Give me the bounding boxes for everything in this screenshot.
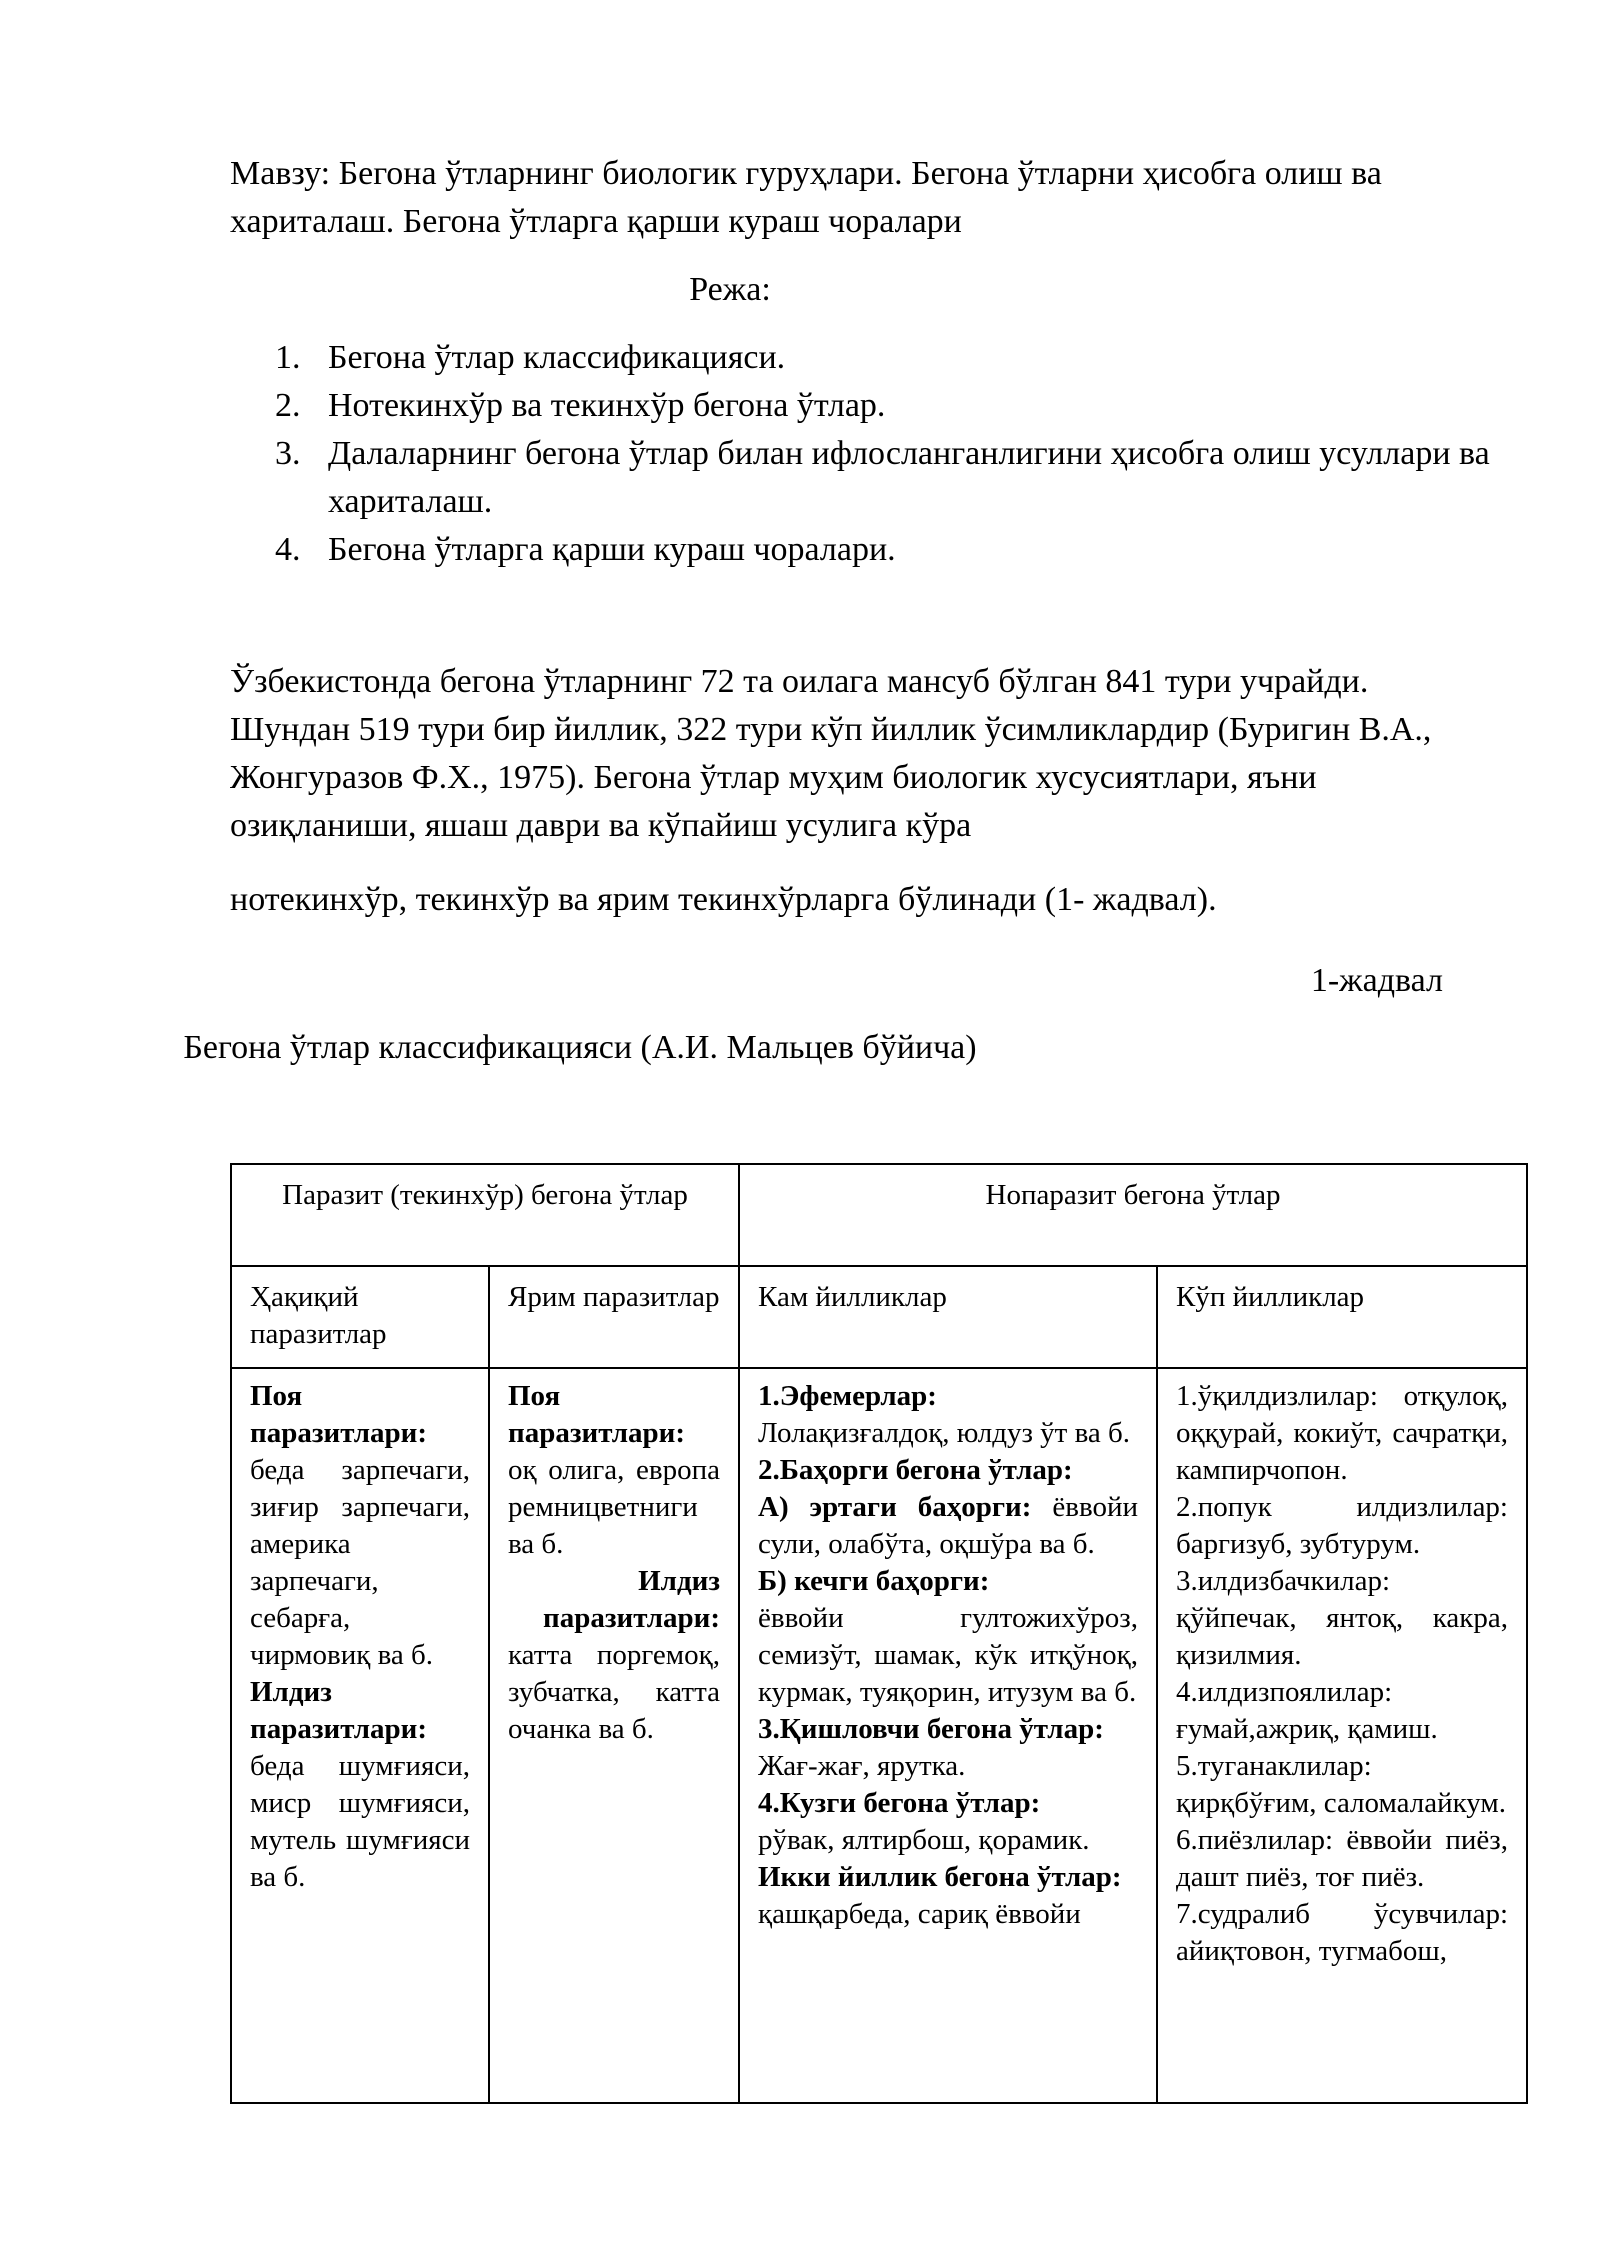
early-spring-entry [758, 1489, 1138, 1563]
perennial-group: 5.туганаклилар: қирқбўғим, саломалайкум. [1176, 1750, 1507, 1819]
plan-title: Режа: [689, 271, 771, 308]
stem-parasites-heading: Поя паразитлари: [508, 1380, 685, 1449]
late-spring-list: ёввойи гултожихўроз, семизўт, шамак, кўк итқўноқ, курмак, туяқорин, итузум ва б. [758, 1602, 1138, 1708]
stem-parasites-heading: Поя паразитлари: [250, 1380, 427, 1449]
body-paragraph-continued: нотекинхўр, текинхўр ва ярим текинхўрларга бўлинади (1- жадвал). [230, 881, 1217, 918]
header-nonparasitic: Нопаразит бегона ўтлар [739, 1164, 1527, 1266]
table-title [0, 1024, 1600, 1072]
perennial-group: 4.илдизпоялилар: ғумай,ажриқ, қамиш. [1176, 1676, 1438, 1745]
header-parasitic: Паразит (текинхўр) бегона ўтлар [231, 1164, 739, 1266]
biennial-weeds-list: қашқарбеда, сариқ ёввойи [758, 1898, 1081, 1930]
cell-short-lived [739, 1368, 1157, 2103]
early-spring-heading: А) эртаги баҳорги: [758, 1491, 1032, 1523]
cell-perennials [1157, 1368, 1527, 2103]
plan-item-number: 4. [275, 531, 301, 568]
ephemerals-heading: 1.Эфемерлар: [758, 1380, 937, 1412]
subheader-perennials: Кўп йилликлар [1157, 1266, 1527, 1368]
wintering-weeds-list: Жағ-жағ, ярутка. [758, 1750, 966, 1782]
subheader-short-lived: Кам йилликлар [739, 1266, 1157, 1368]
root-parasites-heading: Илдиз паразитлари: [250, 1676, 427, 1745]
root-parasites-list: беда шумғияси, миср шумғияси, мутель шумғияси ва б. [250, 1750, 470, 1893]
subheader-true-parasites: Ҳақиқий паразитлар [231, 1266, 489, 1368]
plan-item [230, 430, 1490, 526]
plan-item-number: 1. [275, 339, 301, 376]
topic-heading: Мавзу: Бегона ўтларнинг биологик гуруҳлари. Бегона ўтларни ҳисобга олиш ва хариталаш. Бегона ўтларга қарши кураш чоралари [230, 155, 1382, 240]
plan-item [230, 526, 1490, 574]
root-parasites-list: катта поргемоқ, зубчатка, катта очанка ва б. [508, 1639, 720, 1745]
table-header-row [231, 1164, 1527, 1266]
autumn-weeds-heading: 4.Кузги бегона ўтлар: [758, 1787, 1041, 1819]
plan-item-text: Бегона ўтлар классификацияси. [328, 339, 786, 376]
table-body-row [231, 1368, 1527, 2103]
autumn-weeds-list: рўвак, ялтирбош, қорамик. [758, 1824, 1090, 1856]
spring-weeds-heading: 2.Баҳорги бегона ўтлар: [758, 1454, 1073, 1486]
plan-item [230, 382, 1490, 430]
perennial-group: 1.ўқилдизлилар: отқулоқ, оққурай, кокиўт, сачратқи, кампирчопон. [1176, 1380, 1508, 1486]
plan-item [230, 334, 1490, 382]
plan-item-text: Бегона ўтларга қарши кураш чоралари. [328, 531, 896, 568]
cell-semi-parasites [489, 1368, 739, 2103]
plan-item-number: 2. [275, 387, 301, 424]
plan-item-text: Далаларнинг бегона ўтлар билан ифлосланганлигини ҳисобга олиш усуллари ва хариталаш. [328, 435, 1490, 520]
biennial-weeds-heading: Икки йиллик бегона ўтлар: [758, 1861, 1122, 1893]
subheader-semi-parasites: Ярим паразитлар [489, 1266, 739, 1368]
early-spring-list: ёввойи сули, олабўта, оқшўра ва б. [758, 1491, 1138, 1560]
root-parasites-heading: Илдиз паразитлари: [543, 1565, 720, 1634]
ephemerals-list: Лолақизғалдоқ, юлдуз ўт ва б. [758, 1417, 1131, 1449]
perennial-group: 6.пиёзлилар: ёввойи пиёз, дашт пиёз, тоғ пиёз. [1176, 1824, 1508, 1893]
stem-parasites-list: беда зарпечаги, зиғир зарпечаги, америка зарпечаги, себарға, чирмовиқ ва б. [250, 1454, 470, 1671]
late-spring-heading: Б) кечги баҳорги: [758, 1565, 990, 1597]
perennial-group: 3.илдизбачкилар: қўйпечак, янтоқ, какра, қизилмия. [1176, 1565, 1508, 1671]
wintering-weeds-heading: 3.Қишловчи бегона ўтлар: [758, 1713, 1104, 1745]
table-title-text: Бегона ўтлар классификацияси (А.И. Мальцев бўйича) [183, 1029, 977, 1066]
plan-item-text: Нотекинхўр ва текинхўр бегона ўтлар. [328, 387, 886, 424]
stem-parasites-list: оқ олига, европа ремницветниги ва б. [508, 1454, 720, 1560]
perennial-group: 2.попук илдизлилар: баргизуб, зубтурум. [1176, 1491, 1508, 1560]
perennial-group: 7.судралиб ўсувчилар: айиқтовон, тугмабош, [1176, 1898, 1508, 1967]
plan-list [230, 334, 1490, 574]
table-number: 1-жадвал [1310, 962, 1443, 999]
cell-true-parasites [231, 1368, 489, 2103]
body-paragraph: Ўзбекистонда бегона ўтларнинг 72 та оилага мансуб бўлган 841 тури учрайди. Шундан 519 тури бир йиллик, 322 тури кўп йиллик ўсимликлардир (Буригин В.А., Жонгуразов Ф.Х., 1975). Бегона ўтлар муҳим биологик хусусиятлари, яъни озиқланиши, яшаш даври ва кўпайиш усулига кўра [230, 663, 1432, 844]
classification-table [230, 1163, 1528, 2104]
plan-item-number: 3. [275, 435, 301, 472]
table-subheader-row [231, 1266, 1527, 1368]
